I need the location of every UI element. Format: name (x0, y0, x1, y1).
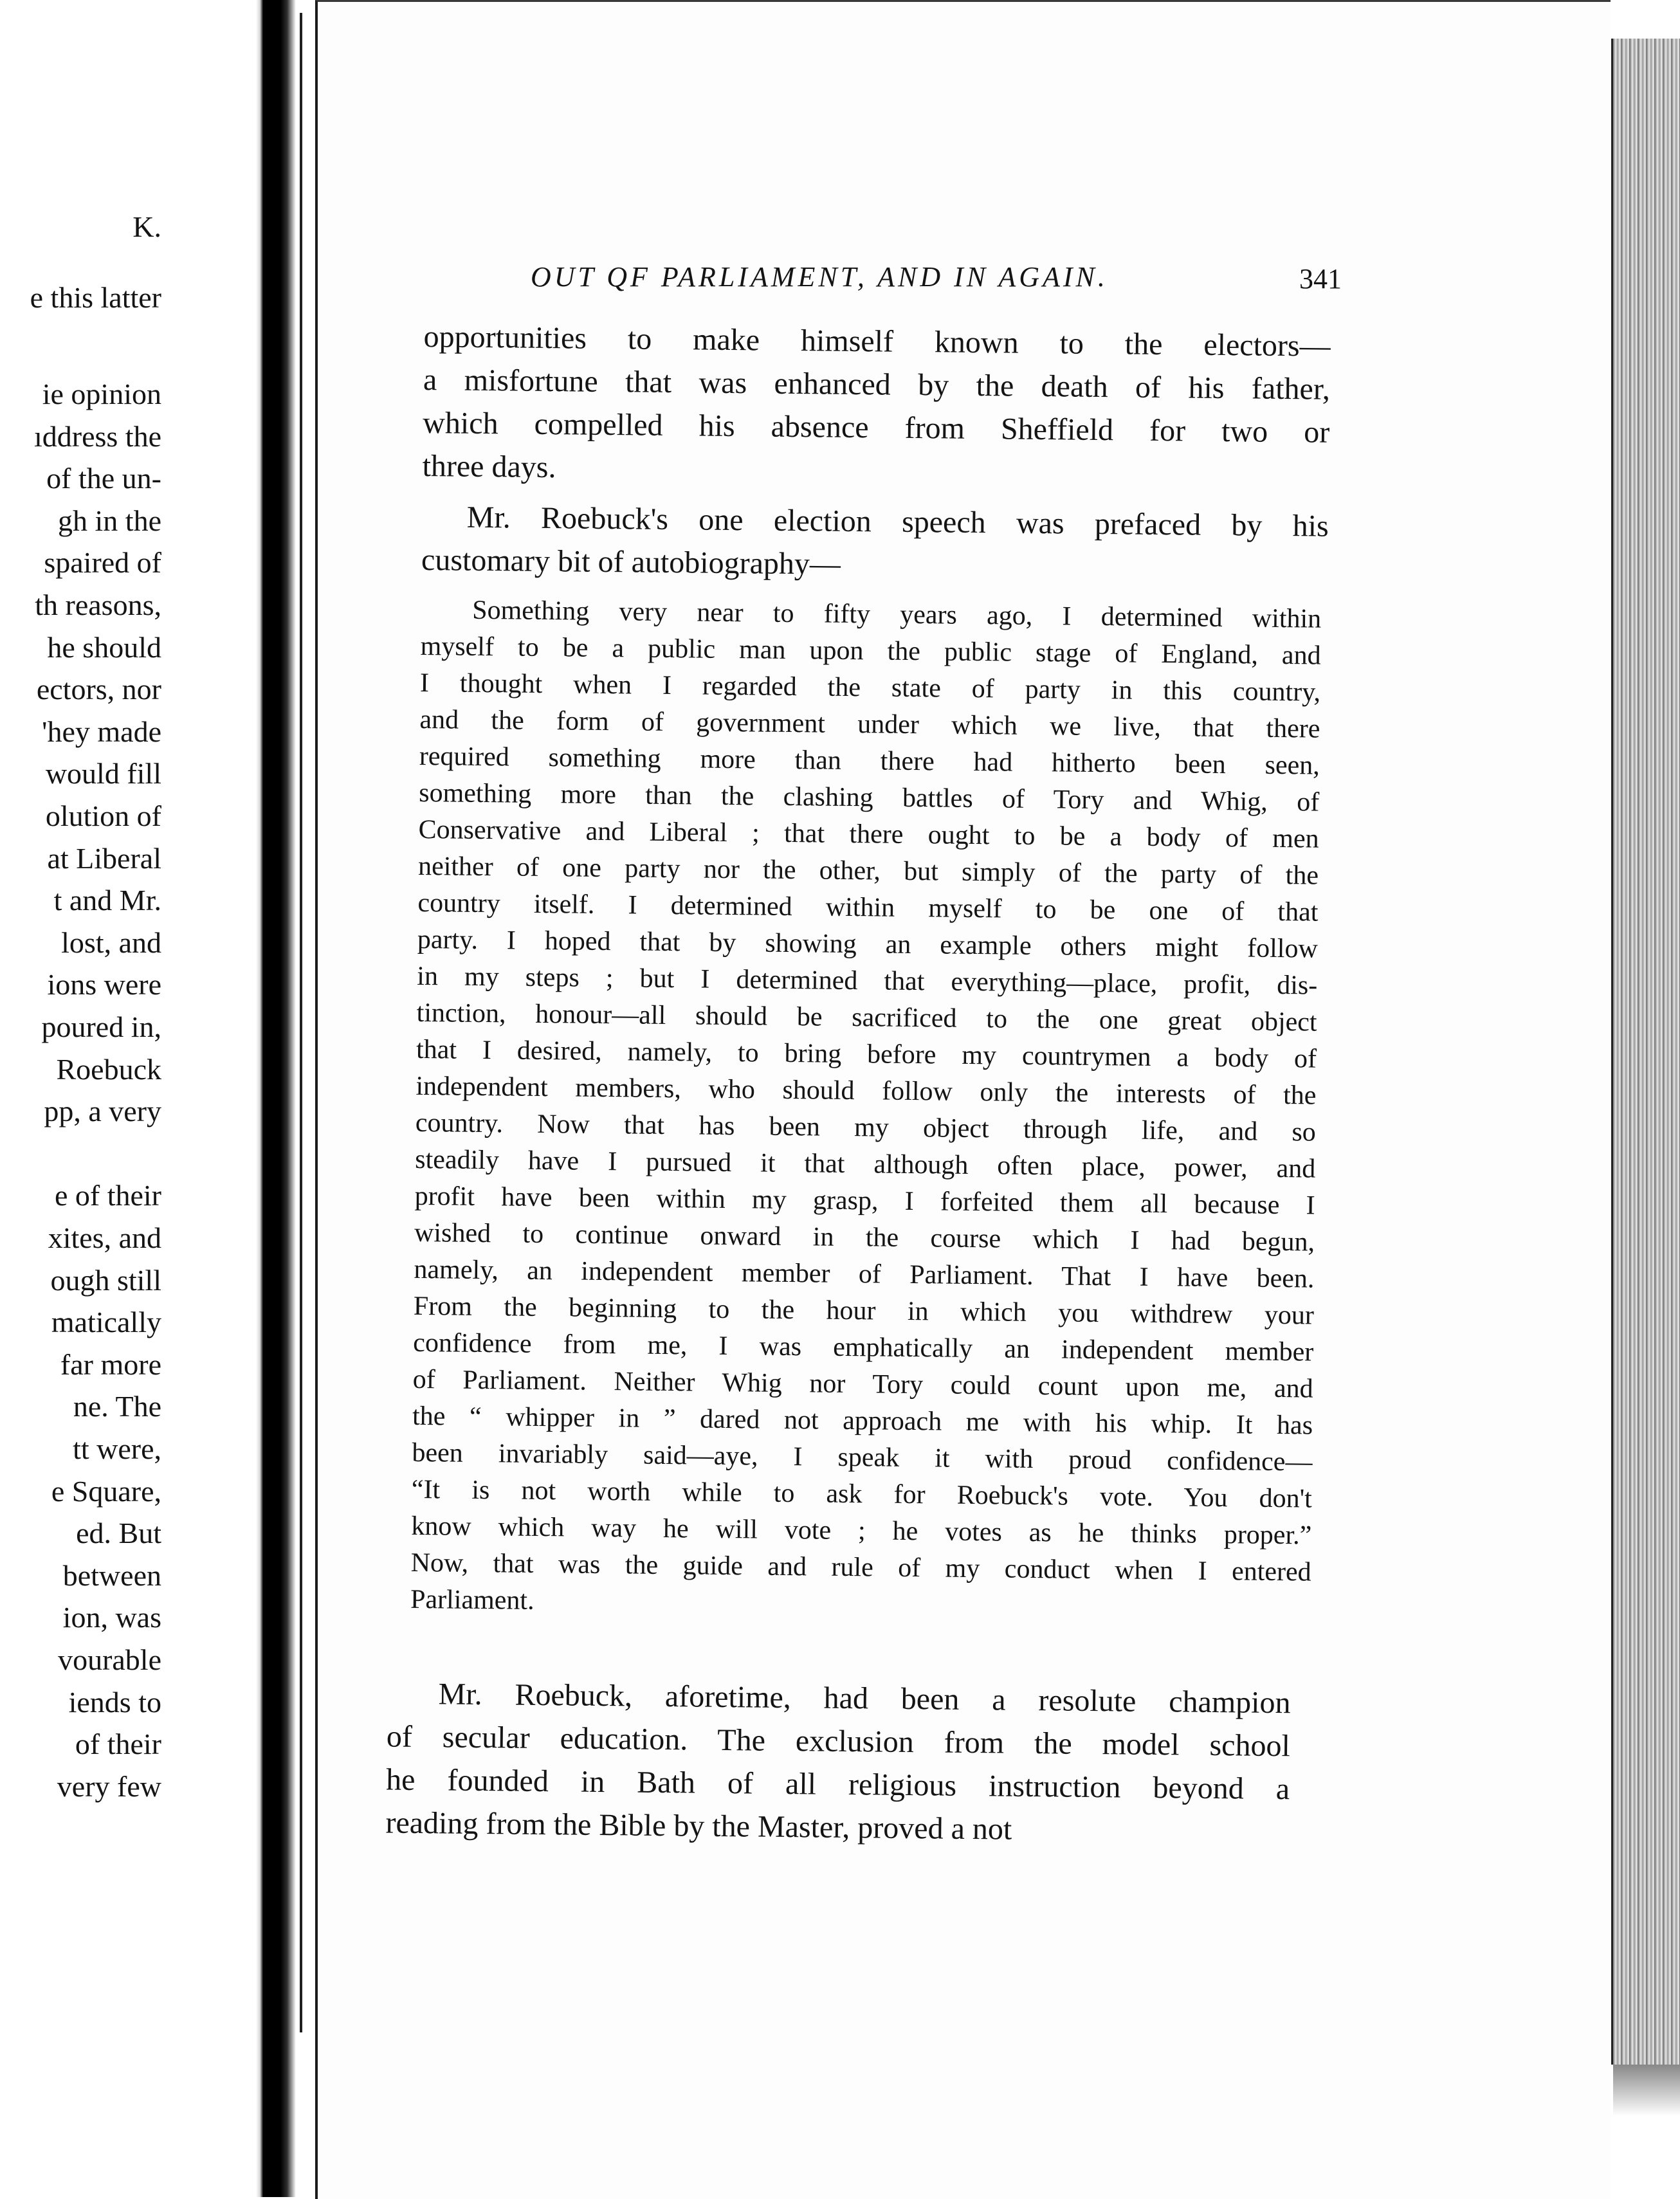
facing-page-line: xites, and (48, 1221, 161, 1254)
text-line: which compelled his absence from Sheffield for two or (423, 405, 1330, 450)
facing-page-line: far more (60, 1347, 161, 1381)
facing-page-line: vourable (58, 1643, 161, 1676)
page-fore-edge (1611, 39, 1680, 2065)
facing-page-line: ne. The (73, 1390, 161, 1423)
text-line: required something more than there had hitherto been seen, (419, 741, 1320, 781)
facing-page-line: between (62, 1558, 161, 1592)
facing-page-line: ectors, nor (36, 673, 161, 706)
text-line: wished to continue onward in the course which I had begun, (414, 1218, 1315, 1257)
facing-page-line: would fill (45, 757, 161, 790)
text-line: Mr. Roebuck's one election speech was prefaced by his (466, 500, 1329, 543)
facing-page-line: e of their (54, 1179, 161, 1212)
text-line: that I desired, namely, to bring before my countrymen a body of (415, 1034, 1317, 1074)
page-number: 341 (1299, 263, 1342, 295)
text-line: Conservative and Liberal ; that there ought to be a body of men (418, 814, 1319, 854)
facing-page-line: lost, and (61, 926, 161, 959)
facing-page-line: ıddress the (33, 419, 161, 453)
facing-page-line: ough still (50, 1263, 161, 1297)
facing-page-line: very few (57, 1769, 161, 1803)
text-line: something more than the clashing battles of Tory and Whig, of (419, 778, 1320, 817)
book-gutter (256, 0, 296, 2197)
text-line: confidence from me, I was emphatically an independent member (413, 1328, 1314, 1367)
facing-page-line: iends to (68, 1685, 161, 1719)
page-fold-line (300, 13, 302, 2032)
text-line: three days. (422, 448, 556, 485)
facing-page-line: of their (75, 1728, 161, 1761)
facing-page-line: ion, was (62, 1601, 161, 1634)
facing-page-line: e this latter (30, 281, 161, 314)
block-quote (410, 592, 1322, 1628)
text-line: independent members, who should follow only the interests of the (415, 1071, 1317, 1111)
text-line: opportunities to make himself known to the electors— (423, 319, 1331, 363)
text-line: myself to be a public man upon the public stage of England, and (420, 631, 1321, 671)
text-line: Something very near to fifty years ago, I determined within (472, 595, 1322, 634)
facing-page-line: ions were (47, 968, 161, 1001)
text-line: country. Now that has been my object through life, and so (415, 1108, 1317, 1147)
text-line: a misfortune that was enhanced by the death of his father, (423, 362, 1331, 406)
facing-page-line: ed. But (76, 1517, 161, 1550)
text-line: of secular education. The exclusion from the model school (386, 1719, 1291, 1764)
text-line: he founded in Bath of all religious instruction beyond a (385, 1762, 1290, 1807)
running-head: OUT QF PARLIAMENT, AND IN AGAIN. (531, 261, 1108, 293)
paragraph-2 (421, 495, 1329, 591)
text-line: of Parliament. Neither Whig nor Tory could count upon me, and (412, 1364, 1313, 1404)
facing-page-line: poured in, (41, 1010, 161, 1043)
text-line: country itself. I determined within myself to be one of that (417, 888, 1319, 927)
facing-page-line: K. (132, 210, 161, 243)
facing-page-line: olution of (45, 799, 161, 832)
text-line: party. I hoped that by showing an example others might follow (417, 924, 1319, 964)
facing-page-line: th reasons, (35, 589, 161, 621)
text-line: From the beginning to the hour in which you withdrew your (413, 1291, 1315, 1331)
text-line: profit have been within my grasp, I forfeited them all because I (414, 1181, 1315, 1221)
facing-page-line: Roebuck (56, 1052, 161, 1086)
facing-page-line: matically (51, 1306, 161, 1339)
facing-page-line: spaired of (44, 546, 161, 579)
text-line: the “ whipper in ” dared not approach me with his whip. It has (412, 1401, 1313, 1441)
text-line: Now, that was the guide and rule of my conduct when I entered (410, 1547, 1311, 1587)
text-line: reading from the Bible by the Master, proved a not (385, 1805, 1012, 1847)
facing-page-line: pp, a very (44, 1095, 161, 1128)
facing-page-line: t and Mr. (53, 884, 161, 917)
text-line: been invariably said—aye, I speak it with proud confidence— (412, 1437, 1313, 1477)
facing-page-fragment (0, 0, 260, 2197)
text-line: Mr. Roebuck, aforetime, had been a resolute champion (438, 1677, 1291, 1720)
facing-page-line: gh in the (58, 504, 161, 537)
text-line: neither of one party nor the other, but simply of the party of the (417, 851, 1319, 891)
text-line: steadily have I pursued it that although often place, power, and (415, 1144, 1316, 1184)
text-line: customary bit of autobiography— (421, 542, 841, 581)
text-line: tinction, honour—all should be sacrificed to the one great object (416, 998, 1317, 1037)
text-line: “It is not worth while to ask for Roebuck's vote. You don't (411, 1474, 1313, 1514)
text-line: and the form of government under which we live, that there (419, 704, 1320, 744)
text-line: namely, an independent member of Parliament. That I have been. (414, 1254, 1315, 1294)
facing-page-line: tt were, (73, 1432, 161, 1465)
facing-page-line: at Liberal (47, 841, 161, 875)
text-line: in my steps ; but I determined that everything—place, profit, dis- (417, 961, 1318, 1001)
facing-page-line: of the un- (46, 462, 161, 495)
text-line: Parliament. (410, 1584, 534, 1616)
paragraph-3 (385, 1672, 1291, 1854)
facing-page-line: he should (47, 630, 161, 664)
facing-page-line: ie opinion (42, 378, 161, 410)
text-line: know which way he will vote ; he votes as he thinks proper.” (411, 1511, 1312, 1551)
facing-page-line: e Square, (51, 1474, 161, 1508)
facing-page-line: 'hey made (42, 715, 161, 748)
text-line: I thought when I regarded the state of party in this country, (419, 668, 1321, 707)
paragraph-1 (422, 315, 1331, 497)
